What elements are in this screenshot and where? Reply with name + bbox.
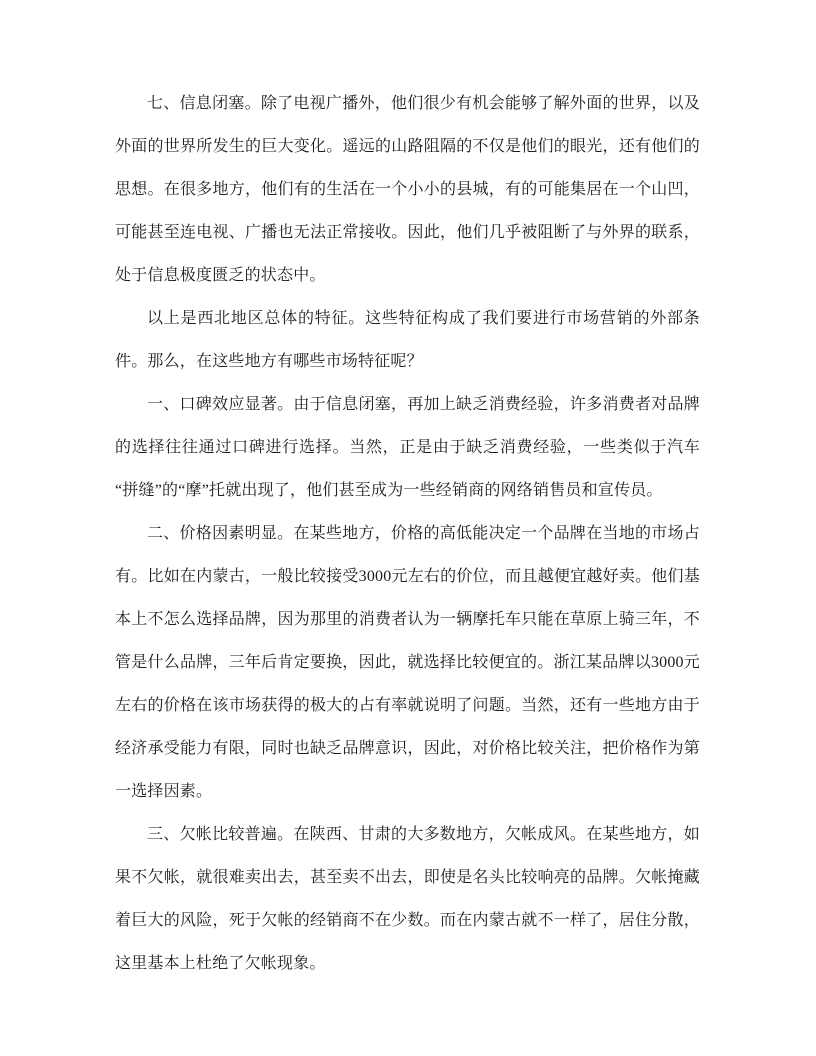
paragraph-debt-common: 三、欠帐比较普遍。在陕西、甘肃的大多数地方，欠帐成风。在某些地方，如果不欠帐，就很难卖出去，甚至卖不出去，即使是名头比较响亮的品牌。欠帐掩藏着巨大的风险，死于欠帐的经销商不在少数。而在内蒙古就不一样了，居住分散，这里基本上杜绝了欠帐现象。: [115, 826, 700, 972]
paragraph-summary-transition: 以上是西北地区总体的特征。这些特征构成了我们要进行市场营销的外部条件。那么，在这些地方有哪些市场特征呢？: [115, 310, 700, 370]
paragraph-price-factor: 二、价格因素明显。在某些地方，价格的高低能决定一个品牌在当地的市场占有。比如在内蒙古，一般比较接受3000元左右的价位，而且越便宜越好卖。他们基本上不怎么选择品牌，因为那里的消费者认为一辆摩托车只能在草原上骑三年，不管是什么品牌，三年后肯定要换，因此，就选择比较便宜的。浙江某品牌以3000元左右的价格在该市场获得的极大的占有率就说明了问题。当然，还有一些地方由于经济承受能力有限，同时也缺乏品牌意识，因此，对价格比较关注，把价格作为第一选择因素。: [115, 525, 700, 800]
paragraph-info-isolation: 七、信息闭塞。除了电视广播外，他们很少有机会能够了解外面的世界，以及外面的世界所发生的巨大变化。遥远的山路阻隔的不仅是他们的眼光，还有他们的思想。在很多地方，他们有的生活在一个小小的县城，有的可能集居在一个山凹，可能甚至连电视、广播也无法正常接收。因此，他们几乎被阻断了与外界的联系，处于信息极度匮乏的状态中。: [115, 95, 700, 284]
paragraph-word-of-mouth-effect: 一、口碑效应显著。由于信息闭塞，再加上缺乏消费经验，许多消费者对品牌的选择往往通过口碑进行选择。当然，正是由于缺乏消费经验，一些类似于汽车“拼缝”的“摩”托就出现了，他们甚至成为一些经销商的网络销售员和宣传员。: [115, 396, 700, 499]
